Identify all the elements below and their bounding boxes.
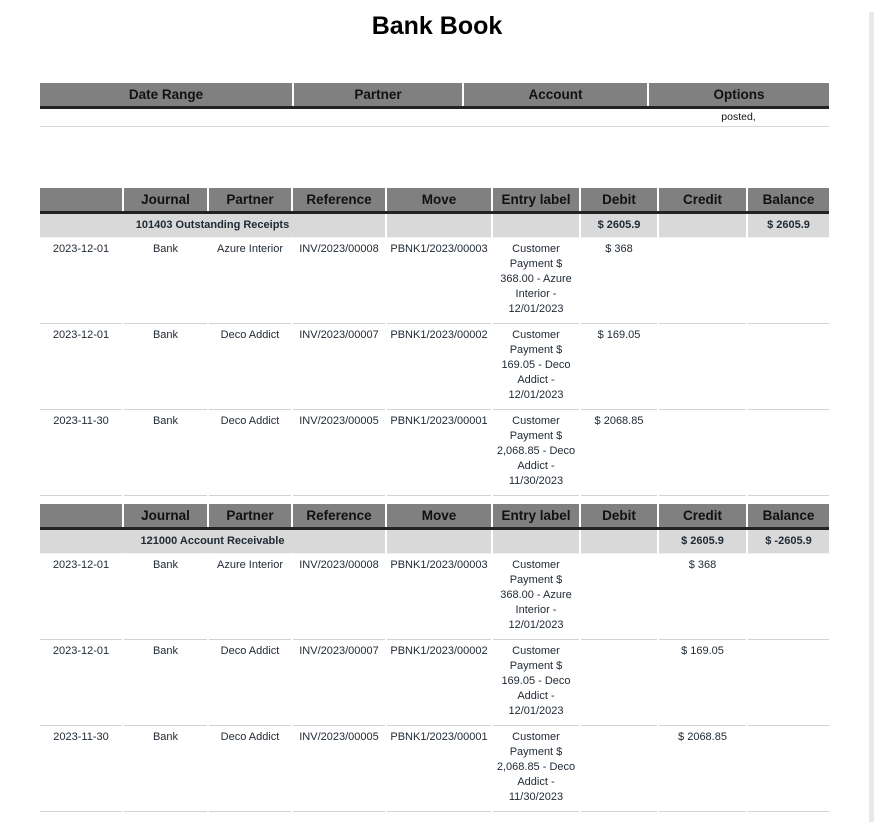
cell-move: PBNK1/2023/00002 xyxy=(386,640,492,726)
column-header-debit: Debit xyxy=(580,188,658,213)
cell-reference: INV/2023/00008 xyxy=(292,238,386,324)
group-credit-total: $ 2605.9 xyxy=(658,529,747,554)
column-header-credit: Credit xyxy=(658,188,747,213)
group-debit-total xyxy=(580,529,658,554)
ledger-table-outstanding-receipts xyxy=(40,188,829,496)
filter-header-row xyxy=(40,83,829,108)
column-header-date xyxy=(40,188,123,213)
column-header-balance: Balance xyxy=(747,188,829,213)
filter-value-partner xyxy=(293,108,463,127)
vertical-scrollbar[interactable] xyxy=(869,12,874,822)
column-header-reference: Reference xyxy=(292,504,386,529)
group-credit-total xyxy=(658,213,747,238)
cell-date: 2023-12-01 xyxy=(40,640,123,726)
cell-date: 2023-12-01 xyxy=(40,238,123,324)
cell-debit xyxy=(580,640,658,726)
cell-credit xyxy=(658,238,747,324)
cell-balance xyxy=(747,238,829,324)
column-header-reference: Reference xyxy=(292,188,386,213)
cell-debit xyxy=(580,554,658,640)
cell-balance xyxy=(747,554,829,640)
cell-reference: INV/2023/00007 xyxy=(292,324,386,410)
filter-table xyxy=(40,83,829,127)
column-header-journal: Journal xyxy=(123,504,208,529)
account-group-row xyxy=(40,213,829,238)
table-row xyxy=(40,324,829,410)
filter-header-date-range: Date Range xyxy=(40,83,293,108)
cell-partner: Deco Addict xyxy=(208,324,292,410)
group-move-cell xyxy=(386,529,492,554)
cell-credit: $ 169.05 xyxy=(658,640,747,726)
table-row xyxy=(40,410,829,496)
cell-journal: Bank xyxy=(123,324,208,410)
cell-move: PBNK1/2023/00002 xyxy=(386,324,492,410)
cell-date: 2023-11-30 xyxy=(40,726,123,812)
cell-partner: Azure Interior xyxy=(208,238,292,324)
cell-journal: Bank xyxy=(123,238,208,324)
cell-move: PBNK1/2023/00001 xyxy=(386,410,492,496)
column-header-balance: Balance xyxy=(747,504,829,529)
account-group-row xyxy=(40,529,829,554)
column-header-entry-label: Entry label xyxy=(492,188,580,213)
cell-debit: $ 2068.85 xyxy=(580,410,658,496)
cell-balance xyxy=(747,410,829,496)
cell-reference: INV/2023/00008 xyxy=(292,554,386,640)
cell-balance xyxy=(747,324,829,410)
cell-entry-label: Customer Payment $ 169.05 - Deco Addict - 12/01/2023 xyxy=(492,324,580,410)
ledger-header-row xyxy=(40,188,829,213)
report-body xyxy=(40,83,829,812)
group-balance-total: $ -2605.9 xyxy=(747,529,829,554)
filter-value-account xyxy=(463,108,648,127)
cell-credit: $ 2068.85 xyxy=(658,726,747,812)
cell-partner: Deco Addict xyxy=(208,410,292,496)
ledger-header-row xyxy=(40,504,829,529)
filter-value-options: posted, xyxy=(648,108,829,127)
table-row xyxy=(40,554,829,640)
filter-header-options: Options xyxy=(648,83,829,108)
filter-header-partner: Partner xyxy=(293,83,463,108)
cell-balance xyxy=(747,640,829,726)
cell-move: PBNK1/2023/00003 xyxy=(386,238,492,324)
cell-partner: Deco Addict xyxy=(208,726,292,812)
cell-entry-label: Customer Payment $ 2,068.85 - Deco Addict - 11/30/2023 xyxy=(492,726,580,812)
cell-balance xyxy=(747,726,829,812)
cell-debit xyxy=(580,726,658,812)
cell-credit xyxy=(658,410,747,496)
cell-journal: Bank xyxy=(123,640,208,726)
cell-reference: INV/2023/00005 xyxy=(292,410,386,496)
cell-date: 2023-12-01 xyxy=(40,554,123,640)
table-row xyxy=(40,238,829,324)
cell-move: PBNK1/2023/00003 xyxy=(386,554,492,640)
cell-entry-label: Customer Payment $ 2,068.85 - Deco Addict - 11/30/2023 xyxy=(492,410,580,496)
cell-reference: INV/2023/00007 xyxy=(292,640,386,726)
cell-credit xyxy=(658,324,747,410)
cell-reference: INV/2023/00005 xyxy=(292,726,386,812)
column-header-move: Move xyxy=(386,188,492,213)
cell-debit: $ 368 xyxy=(580,238,658,324)
cell-partner: Azure Interior xyxy=(208,554,292,640)
cell-partner: Deco Addict xyxy=(208,640,292,726)
column-header-debit: Debit xyxy=(580,504,658,529)
cell-date: 2023-11-30 xyxy=(40,410,123,496)
table-row xyxy=(40,640,829,726)
group-debit-total: $ 2605.9 xyxy=(580,213,658,238)
cell-credit: $ 368 xyxy=(658,554,747,640)
ledger-table-account-receivable xyxy=(40,504,829,812)
cell-journal: Bank xyxy=(123,410,208,496)
column-header-partner: Partner xyxy=(208,188,292,213)
cell-date: 2023-12-01 xyxy=(40,324,123,410)
cell-entry-label: Customer Payment $ 169.05 - Deco Addict - 12/01/2023 xyxy=(492,640,580,726)
column-header-journal: Journal xyxy=(123,188,208,213)
table-row xyxy=(40,726,829,812)
account-group-label: 101403 Outstanding Receipts xyxy=(40,213,386,238)
cell-entry-label: Customer Payment $ 368.00 - Azure Interior - 12/01/2023 xyxy=(492,554,580,640)
page-title: Bank Book xyxy=(371,12,503,40)
cell-journal: Bank xyxy=(123,726,208,812)
group-move-cell xyxy=(386,213,492,238)
filter-values-row xyxy=(40,108,829,127)
group-entry-label-cell xyxy=(492,529,580,554)
group-balance-total: $ 2605.9 xyxy=(747,213,829,238)
cell-journal: Bank xyxy=(123,554,208,640)
cell-move: PBNK1/2023/00001 xyxy=(386,726,492,812)
filter-value-date-range xyxy=(40,108,293,127)
cell-entry-label: Customer Payment $ 368.00 - Azure Interior - 12/01/2023 xyxy=(492,238,580,324)
filter-header-account: Account xyxy=(463,83,648,108)
account-group-label: 121000 Account Receivable xyxy=(40,529,386,554)
column-header-date xyxy=(40,504,123,529)
column-header-entry-label: Entry label xyxy=(492,504,580,529)
cell-debit: $ 169.05 xyxy=(580,324,658,410)
column-header-credit: Credit xyxy=(658,504,747,529)
column-header-partner: Partner xyxy=(208,504,292,529)
column-header-move: Move xyxy=(386,504,492,529)
group-entry-label-cell xyxy=(492,213,580,238)
